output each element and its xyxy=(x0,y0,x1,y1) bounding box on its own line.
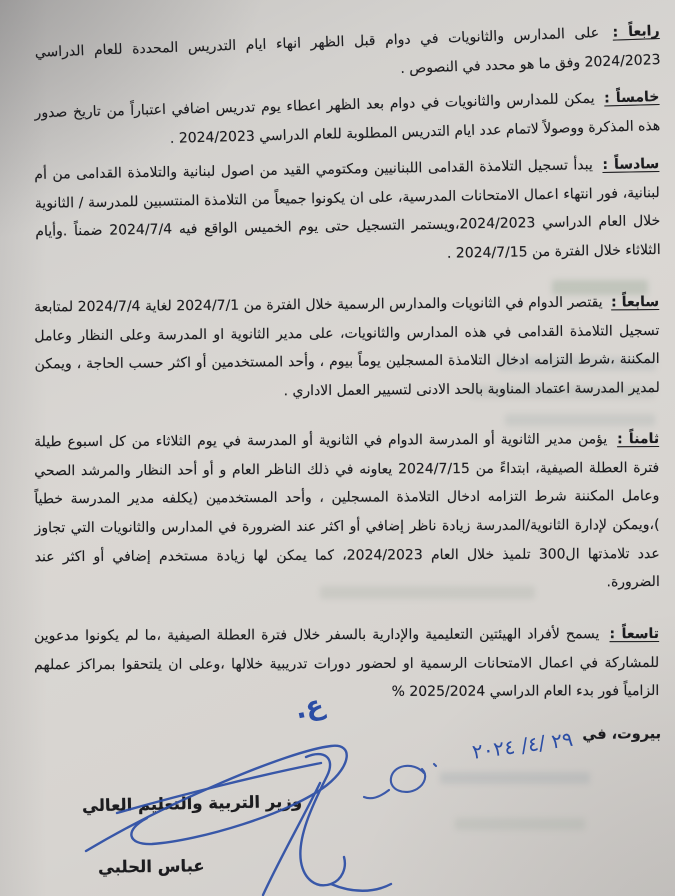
paragraph-eighth xyxy=(34,425,660,600)
paragraph-seventh xyxy=(34,288,660,408)
paragraph-sixth xyxy=(34,150,661,276)
signature-title: وزير التربية والتعليم العالي xyxy=(81,791,303,816)
section-text-eighth: يؤمن مدير الثانوية أو المدرسة الدوام في الثانوية أو المدرسة في يوم الثلاثاء من كل اسبوع طيلة فترة العطلة الصيفية، ابتداءً من 2024/7/15 يعاونه في ذلك الناظر العام و أو أحد النظار والمرشد الصحي وعامل المكننة شرط التزامه ادخال التلامذة المسجلين ، وأحد المستخدمين (يكلفه مدير المدرسة خطياً )،ويمكن لإدارة الثانوية/المدرسة زيادة ناظر إضافي أو اكثر عند الضرورة في المدارس والثانويات التي تجاوز عدد تلامذتها ال300 تلميذ خلال العام 2024/2023، كما يمكن لها زيادة مستخدم إضافي أو اكثر عند الضرورة. xyxy=(34,431,660,591)
signature-name: عباس الحلبي xyxy=(97,856,205,877)
place-label: بيروت، في xyxy=(582,726,662,743)
section-marker-seventh: سابعاً : xyxy=(611,293,660,310)
section-marker-fifth: خامساً : xyxy=(603,89,660,107)
handwritten-margin-mark: ع. xyxy=(292,689,327,726)
place-date-line xyxy=(470,726,662,764)
section-marker-eighth: ثامناً : xyxy=(617,431,660,448)
section-marker-sixth: سادساً : xyxy=(602,155,660,173)
paragraph-fifth xyxy=(34,83,660,157)
handwritten-date: ٢٩ /٤/ ٢٠٢٤ xyxy=(470,726,575,764)
section-marker-ninth: تاسعاً : xyxy=(609,626,660,643)
section-text-sixth: يبدأ تسجيل التلامذة القدامى اللبنانيين ومكتومي القيد من اصول لبنانية والتلامذة القدامى من أم لبنانية، فور انتهاء اعمال الامتحانات المدرسية، على ان يكونوا جميعاً من التلامذة المنتسبين للمدرسة / الثانوية خلال العام الدراسي 2024/2023،ويستمر التسجيل حتى يوم الخميس الواقع فيه 2024/7/4 ضمناً .وأيام الثلاثاء خلال الفترة من 2024/7/15 . xyxy=(34,156,661,262)
section-marker-fourth: رابعاً : xyxy=(612,22,660,41)
section-text-fourth: على المدارس والثانويات في دوام قبل الظهر انهاء ايام التدريس المحددة للعام الدراسي 2024/2023 وفق ما هو محدد في النصوص . xyxy=(34,25,661,77)
paragraph-fourth xyxy=(34,17,661,96)
section-text-fifth: يمكن للمدارس والثانويات في دوام بعد الظهر اعطاء يوم تدريس اضافي اعتباراً من تاريخ صدور هذه المذكرة ووصولاً لاتمام عدد ايام التدريس المطلوبة للعام الدراسي 2024/2023 . xyxy=(34,91,661,147)
paragraph-ninth xyxy=(34,620,659,708)
section-text-seventh: يقتصر الدوام في الثانويات والمدارس الرسمية خلال الفترة من 2024/7/1 لغاية 2024/7/4 لمتابعة تسجيل التلامذة القدامى في هذه المدارس والثانويات، على مدير الثانوية او المدرسة وعلى النظار وعامل المكننة ،شرط التزامه ادخال التلامذة المسجلين يوماً بيوم ، وأحد المستخدمين أو اكثر حسب الحاجة ، ويمكن لمدير المدرسة اعتماد المناوبة بالحد الادنى لتسيير العمل الاداري . xyxy=(34,293,660,399)
section-text-ninth: يسمح لأفراد الهيئتين التعليمية والإدارية بالسفر خلال فترة العطلة الصيفية ،ما لم يكونوا مدعوين للمشاركة في اعمال الامتحانات الرسمية او لحضور دورات تدريبية خلالها ،وعلى ان يلتحقوا بمراكز عملهم الزامياً فور بدء العام الدراسي 2025/2024 % xyxy=(34,626,660,701)
